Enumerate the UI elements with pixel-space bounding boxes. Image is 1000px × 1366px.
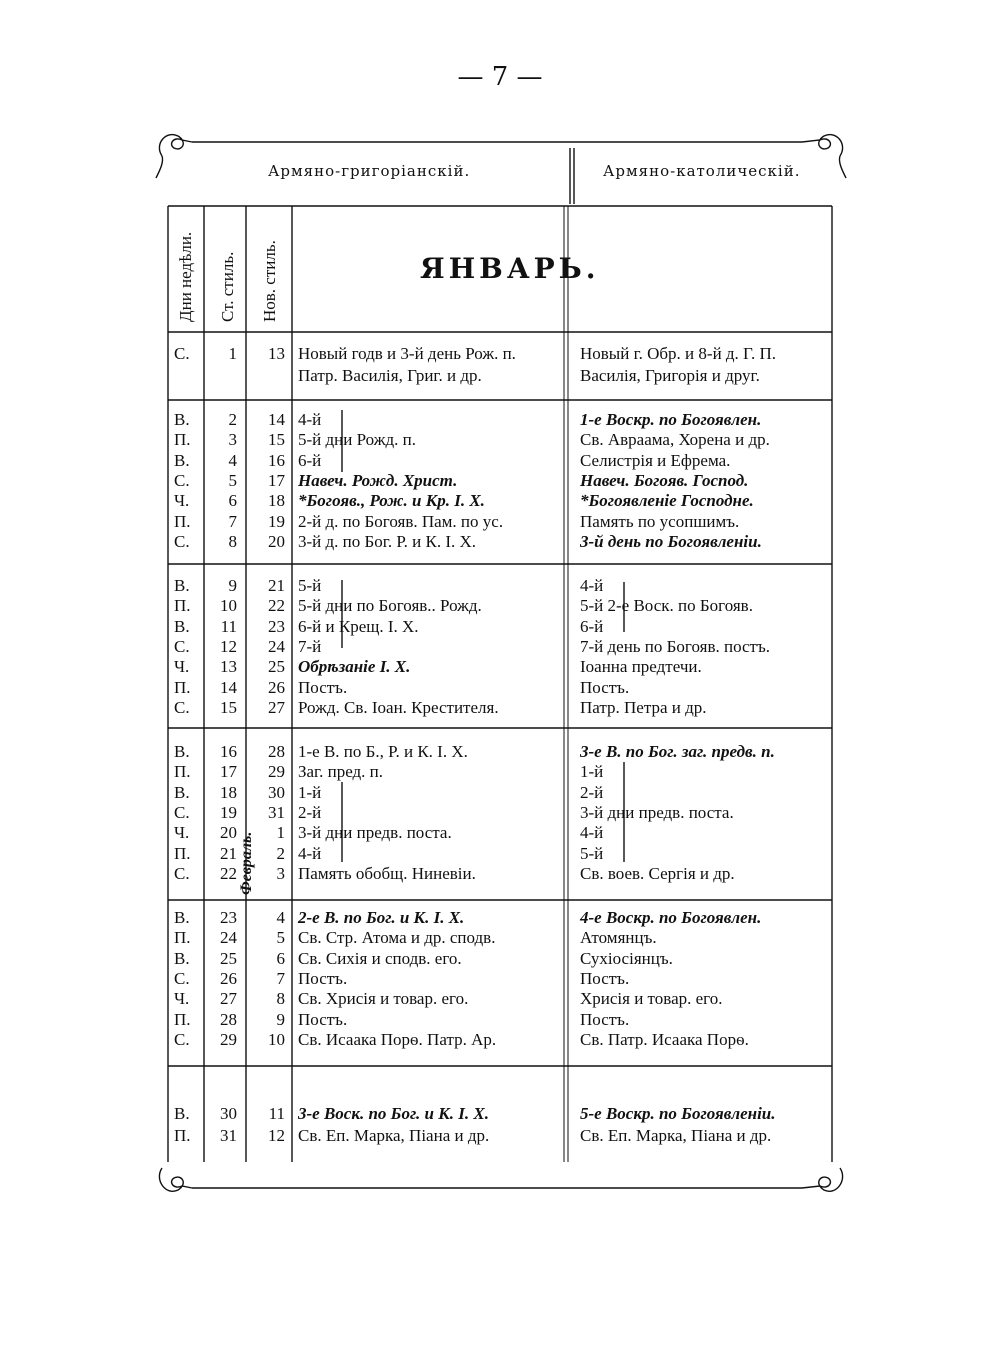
catholic-entry: Атомянцъ. [580,928,657,948]
gregorian-entry: 5-й [298,576,322,595]
old-style-date: 12 [220,636,237,656]
gregorian-entry: 6-й и Крещ. I. Х. [298,616,419,636]
new-style-date: 6 [276,948,285,968]
new-style-date: 7 [276,968,285,988]
gregorian-entry: 2-й [298,802,322,822]
gregorian-entry: Патр. Василiя, Григ. и др. [298,366,482,385]
old-style-date: 26 [220,968,237,988]
gregorian-entry: Навеч. Рожд. Христ. [298,470,458,490]
catholic-entry: Новый г. Обр. и 8-й д. Г. П. [580,344,776,363]
new-style-date: 21 [268,576,285,595]
day-of-week: Ч. [174,823,190,843]
day-of-week: П. [174,677,191,697]
catholic-entry: Навеч. Богояв. Господ. [580,470,749,490]
page-number: — 7 — [457,62,543,92]
new-style-date: 11 [268,1104,285,1123]
new-style-date: 5 [276,928,285,948]
old-style-date: 27 [220,989,237,1009]
gregorian-entry: Св. Стр. Атома и др. сподв. [298,928,496,948]
day-of-week: П. [174,511,191,531]
gregorian-entry: 3-й дни предв. поста. [298,823,452,843]
new-style-date: 30 [268,782,285,802]
new-style-date: 19 [268,511,285,531]
old-style-date: 29 [220,1029,237,1049]
day-of-week: С. [174,802,190,822]
day-of-week: В. [174,742,190,761]
gregorian-entry: 2-й д. по Богояв. Пам. по ус. [298,511,504,531]
catholic-entry: 1-е Воскр. по Богоявлен. [580,410,762,429]
catholic-entry: 3-й дни предв. поста. [580,802,734,822]
old-style-date: 23 [220,908,237,927]
catholic-entry: Постъ. [580,968,630,988]
old-style-date: 17 [220,762,237,782]
old-style-date: 3 [228,430,237,450]
catholic-entry: 3-е В. по Бог. заг. предв. п. [580,742,775,761]
new-style-date: 29 [268,762,285,782]
new-style-date: 4 [276,908,285,927]
new-style-date: 23 [268,616,285,636]
new-style-date: 28 [268,742,285,761]
new-style-date: 25 [268,657,285,677]
day-of-week: П. [174,1126,191,1145]
column-header-old-style: Ст. стиль. [218,251,237,322]
new-style-date: 31 [268,802,285,822]
catholic-entry: Хрисiя и товар. его. [580,989,723,1009]
old-style-date: 6 [228,491,237,511]
new-style-date: 15 [268,430,285,450]
old-style-date: 22 [220,863,237,883]
new-style-date: 20 [268,531,285,551]
gregorian-entry: 3-й д. по Бог. Р. и К. I. Х. [298,531,477,551]
catholic-entry: Селистрiя и Ефрема. [580,450,731,470]
new-style-date: 16 [268,450,285,470]
gregorian-entry: 3-е Воск. по Бог. и К. I. Х. [298,1104,489,1123]
old-style-date: 10 [220,596,237,616]
new-style-date: 8 [276,989,285,1009]
gregorian-entry: Св. Сихiя и сподв. его. [298,948,462,968]
new-style-date: 14 [268,410,285,429]
day-of-week: В. [174,576,190,595]
day-of-week: С. [174,470,190,490]
new-style-date: 17 [268,470,285,490]
gregorian-entry: Память обобщ. Ниневiи. [298,863,476,883]
catholic-entry: Св. Авраама, Хорена и др. [580,430,770,450]
gregorian-entry: Рожд. Св. Iоан. Крестителя. [298,697,499,717]
catholic-entry: 5-е Воскр. по Богоявленiи. [580,1104,776,1123]
catholic-entry: Постъ. [580,677,630,697]
gregorian-entry: Постъ. [298,968,348,988]
new-style-date: 10 [268,1029,285,1049]
old-style-date: 7 [228,511,237,531]
day-of-week: П. [174,1009,191,1029]
day-of-week: В. [174,450,190,470]
old-style-date: 24 [220,928,237,948]
day-of-week: Ч. [174,989,190,1009]
old-style-date: 31 [220,1126,237,1145]
gregorian-entry: Св. Исаака Порѳ. Патр. Ар. [298,1029,497,1049]
day-of-week: С. [174,968,190,988]
catholic-entry: 4-й [580,576,604,595]
day-of-week: В. [174,410,190,429]
new-style-date: 26 [268,677,285,697]
catholic-entry: 3-й день по Богоявленiи. [580,531,762,551]
new-style-date: 18 [268,491,285,511]
header-catholic: Армяно-католическiй. [603,162,801,180]
gregorian-entry: Св. Хрисiя и товар. его. [298,989,469,1009]
gregorian-entry: Заг. пред. п. [298,762,384,782]
gregorian-entry: 4-й [298,843,322,863]
new-style-date: 3 [276,863,285,883]
day-of-week: В. [174,1104,190,1123]
header-gregorian: Армяно-григорiанскiй. [268,162,471,180]
old-style-date: 19 [220,802,237,822]
gregorian-entry: 5-й дни по Богояв.. Рожд. [298,596,482,616]
day-of-week: С. [174,344,190,363]
day-of-week: В. [174,908,190,927]
day-of-week: Ч. [174,491,190,511]
new-style-date: 27 [268,697,285,717]
catholic-entry: 2-й [580,782,604,802]
day-of-week: В. [174,948,190,968]
day-of-week: В. [174,616,190,636]
catholic-entry: 6-й [580,616,604,636]
old-style-date: 4 [228,450,237,470]
old-style-date: 21 [220,843,237,863]
month-title: ЯНВАРЬ. [420,252,600,285]
day-of-week: П. [174,430,191,450]
catholic-entry: 5-й [580,843,604,863]
catholic-entry: 5-й 2-е Воск. по Богояв. [580,596,753,616]
catholic-entry: Патр. Петра и др. [580,697,707,717]
gregorian-entry: 5-й дни Рожд. п. [298,430,416,450]
gregorian-entry: Новый годв и 3-й день Рож. п. [298,344,516,363]
catholic-entry: Память по усопшимъ. [580,511,740,531]
old-style-date: 1 [228,344,237,363]
ornament-bottom-left [159,1168,192,1191]
new-style-date: 12 [268,1126,285,1145]
catholic-entry: Св. Еп. Марка, Пiана и др. [580,1126,772,1145]
old-style-date: 28 [220,1009,237,1029]
day-of-week: П. [174,762,191,782]
new-style-date: 1 [276,823,285,843]
ornament-top-left [159,135,192,156]
old-style-date: 5 [228,470,237,490]
old-style-date: 2 [228,410,237,429]
day-of-week: П. [174,928,191,948]
gregorian-entry: 1-е В. по Б., Р. и К. I. Х. [298,742,468,761]
catholic-entry: Василiя, Григорiя и друг. [580,366,760,385]
old-style-date: 8 [228,531,237,551]
day-of-week: П. [174,843,191,863]
day-of-week: В. [174,782,190,802]
old-style-date: 16 [220,742,237,761]
gregorian-entry: Обрѣзанiе I. Х. [298,657,411,677]
column-header-new-style: Нов. стиль. [260,240,279,322]
gregorian-entry: 6-й [298,450,322,470]
new-style-date: 22 [268,596,285,616]
catholic-entry: *Богоявленiе Господне. [580,491,754,511]
new-style-date: 9 [276,1009,285,1029]
gregorian-entry: 7-й [298,636,322,656]
catholic-entry: 4-е Воскр. по Богоявлен. [580,908,762,927]
old-style-date: 15 [220,697,237,717]
old-style-date: 25 [220,948,237,968]
old-style-date: 14 [220,677,237,697]
day-of-week: Ч. [174,657,190,677]
old-style-date: 18 [220,782,237,802]
gregorian-entry: 4-й [298,410,322,429]
day-of-week: С. [174,531,190,551]
old-style-date: 20 [220,823,237,843]
old-style-date: 30 [220,1104,237,1123]
new-style-date: 13 [268,344,285,363]
catholic-entry: Постъ. [580,1009,630,1029]
gregorian-entry: *Богояв., Рож. и Кр. I. Х. [298,491,485,511]
catholic-entry: Сухiосiянцъ. [580,948,673,968]
day-of-week: С. [174,697,190,717]
catholic-entry: Iоанна предтечи. [580,657,702,677]
old-style-date: 13 [220,657,237,677]
day-of-week: С. [174,636,190,656]
gregorian-entry: 2-е В. по Бог. и К. I. Х. [298,908,465,927]
new-style-date: 24 [268,636,285,656]
gregorian-entry: 1-й [298,782,322,802]
gregorian-entry: Постъ. [298,677,348,697]
day-of-week: П. [174,596,191,616]
gregorian-entry: Постъ. [298,1009,348,1029]
day-of-week: С. [174,1029,190,1049]
ornament-bottom-right [802,1168,843,1191]
old-style-date: 11 [220,616,237,636]
old-style-date: 9 [228,576,237,595]
catholic-entry: 4-й [580,823,604,843]
day-of-week: С. [174,863,190,883]
catholic-entry: Св. Патр. Исаака Порѳ. [580,1029,749,1049]
catholic-entry: 1-й [580,762,604,782]
february-label: Февраль. [238,831,255,895]
catholic-entry: 7-й день по Богояв. постъ. [580,636,771,656]
catholic-entry: Св. воев. Сергiя и др. [580,863,735,883]
ornament-top-right [802,135,843,156]
column-header-days: Дни недѣли. [176,231,195,322]
new-style-date: 2 [276,843,285,863]
gregorian-entry: Св. Еп. Марка, Пiана и др. [298,1126,490,1145]
